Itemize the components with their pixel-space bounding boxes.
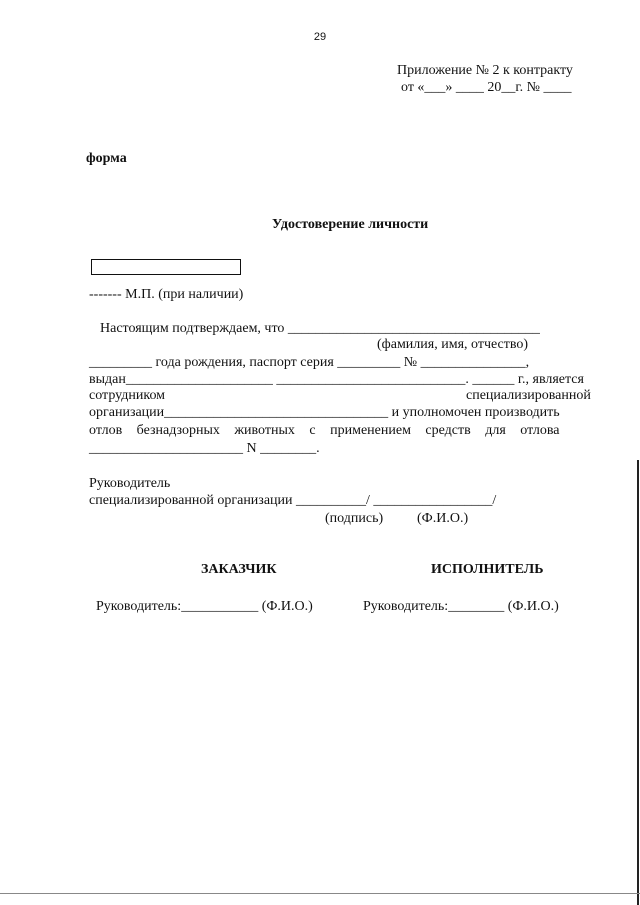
executor-signature: Руководитель:________ (Ф.И.О.) — [363, 599, 559, 614]
manager-signature-line: специализированной организации __________/ _________________/ — [89, 493, 497, 508]
body-line-1: Настоящим подтверждаем, что ____________________________________ — [100, 321, 540, 336]
customer-signature: Руководитель:___________ (Ф.И.О.) — [96, 599, 313, 614]
customer-title: ЗАКАЗЧИК — [201, 562, 277, 577]
body-line-4-left: сотрудником — [89, 388, 166, 403]
scan-bottom-edge — [0, 893, 640, 894]
document-title: Удостоверение личности — [272, 217, 429, 232]
body-line-3: выдан_____________________ ___________________________. ______ г., является — [89, 372, 584, 387]
manager-fio-hint: (Ф.И.О.) — [417, 511, 469, 526]
stamp-box — [91, 259, 241, 275]
manager-title: Руководитель — [89, 476, 171, 491]
executor-title: ИСПОЛНИТЕЛЬ — [431, 562, 544, 577]
stamp-label: ------- М.П. (при наличии) — [89, 287, 244, 302]
form-label: форма — [86, 151, 127, 166]
signature-hint: (подпись) — [325, 511, 384, 526]
body-line-2: _________ года рождения, паспорт серия _________ № _______________, — [89, 355, 530, 370]
page-number: 29 — [313, 31, 327, 43]
body-line-5: организации________________________________ и уполномочен производить — [89, 405, 560, 420]
scan-edge — [637, 460, 639, 905]
body-line-7: ______________________ N ________. — [89, 441, 320, 456]
appendix-line-2: от «___» ____ 20__г. № ____ — [401, 80, 572, 95]
body-line-6: отлов безнадзорных животных с применением средств для отлова — [89, 423, 560, 438]
body-line-4-right: специализированной — [466, 388, 591, 403]
fio-hint: (фамилия, имя, отчество) — [377, 337, 529, 352]
appendix-line-1: Приложение № 2 к контракту — [397, 63, 573, 78]
